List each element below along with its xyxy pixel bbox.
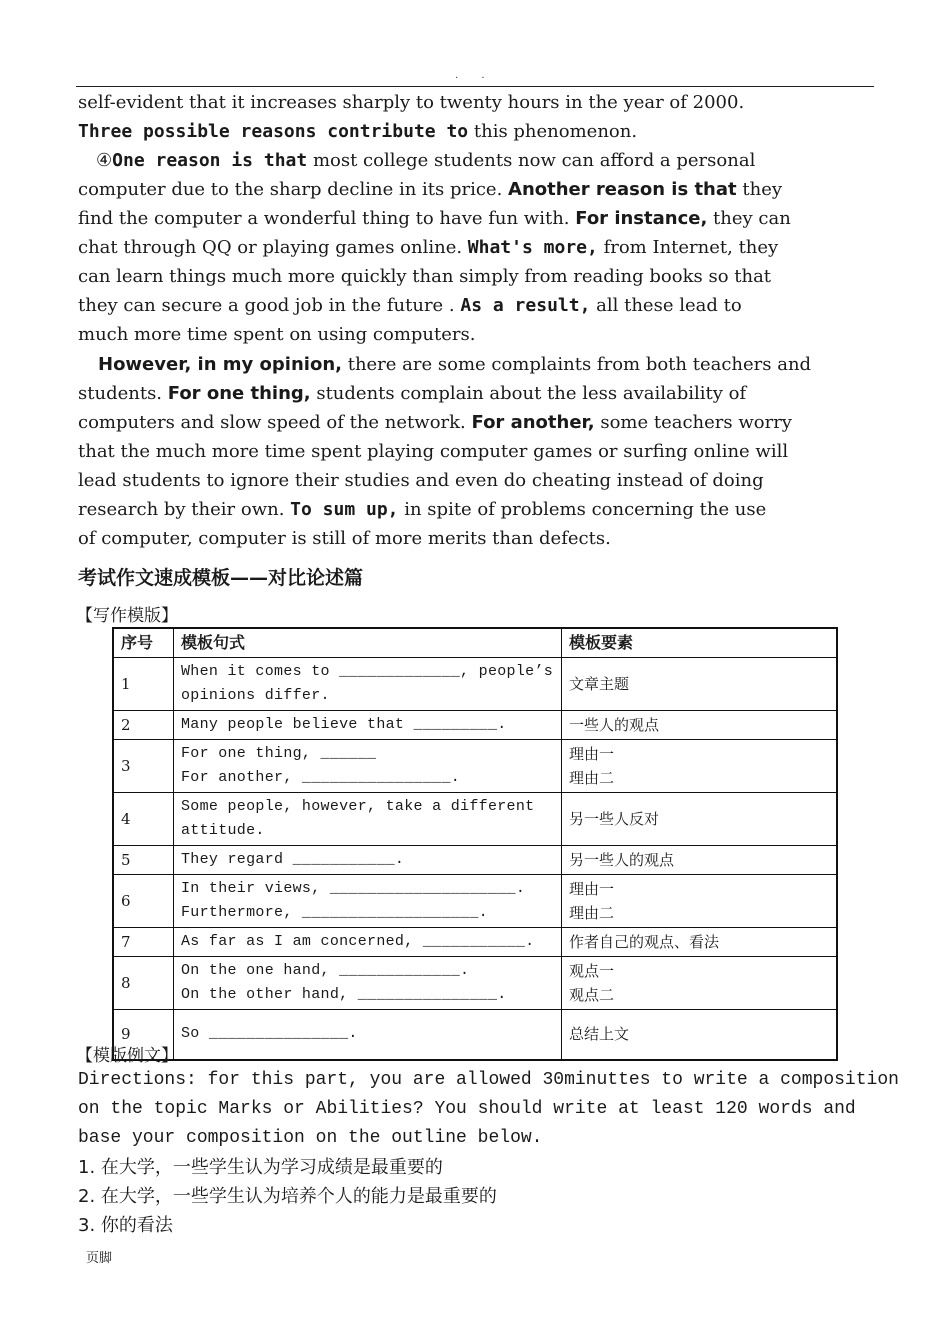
- sentence-pattern-cell: [174, 846, 562, 875]
- table-row: [113, 711, 837, 740]
- opinion-bold-6: To sum up,: [290, 499, 399, 520]
- row-number: 2: [113, 711, 174, 740]
- table-row: [113, 740, 837, 793]
- row-number: 1: [113, 658, 174, 711]
- opinion-line-3-rest: some teachers worry: [594, 412, 792, 433]
- reasons-line-2-rest: they: [736, 179, 783, 200]
- sentence-pattern-cell: [174, 658, 562, 711]
- sentence-pattern-line: Some people, however, take a different: [181, 798, 535, 815]
- directions-line-1: Directions: for this part, you are allowed 30minuttes to write a composition: [78, 1070, 899, 1090]
- template-element-cell: [562, 846, 838, 875]
- opinion-line-2-pre: students.: [78, 383, 168, 404]
- row-number: 6: [113, 875, 174, 928]
- template-element-line: 理由一: [569, 880, 615, 898]
- template-element-line: 观点一: [569, 962, 615, 980]
- table-header-row: [113, 628, 837, 658]
- sentence-pattern-cell: [174, 793, 562, 846]
- header-dots: . .: [455, 70, 495, 81]
- opinion-line-3-pre: computers and slow speed of the network.: [78, 412, 472, 433]
- opinion-line-7: of computer, computer is still of more merits than defects.: [78, 528, 611, 549]
- header-template-element: 模板要素: [562, 628, 838, 658]
- reasons-line-6-rest: all these lead to: [590, 295, 742, 316]
- reasons-bold-2: Another reason is that: [508, 179, 737, 200]
- header-sentence-pattern: 模板句式: [174, 628, 562, 658]
- opinion-line-6: [78, 495, 874, 524]
- writing-template-label: 【写作模版】: [76, 606, 178, 626]
- opinion-line-2: [78, 379, 874, 408]
- reasons-line-6-pre: they can secure a good job in the future .: [78, 295, 461, 316]
- reasons-line-5: can learn things much more quickly than simply from reading books so that: [78, 266, 772, 287]
- header-number: 序号: [113, 628, 174, 658]
- reasons-line-4-pre: chat through QQ or playing games online.: [78, 237, 468, 258]
- template-element-cell: [562, 658, 838, 711]
- directions-line-3: base your composition on the outline below.: [78, 1128, 543, 1148]
- table-row: [113, 846, 837, 875]
- reasons-line-3: [78, 204, 874, 233]
- reasons-line-1: [78, 146, 874, 175]
- template-element-line: 一些人的观点: [569, 716, 660, 734]
- directions-line-2: on the topic Marks or Abilities? You should write at least 120 words and: [78, 1099, 856, 1119]
- reasons-line-2-pre: computer due to the sharp decline in its price.: [78, 179, 509, 200]
- sentence-pattern-line: In their views, ____________________.: [181, 880, 526, 897]
- row-number: 7: [113, 928, 174, 957]
- paragraph-intro: [78, 88, 874, 146]
- paragraph-opinion: [78, 350, 874, 553]
- sentence-pattern-line: As far as I am concerned, ___________.: [181, 933, 535, 950]
- reasons-line-7: much more time spent on using computers.: [78, 324, 476, 345]
- opinion-line-6-pre: research by their own.: [78, 499, 291, 520]
- template-element-line: 另一些人的观点: [569, 851, 675, 869]
- template-table-body: [113, 658, 837, 1060]
- reasons-line-1-rest: most college students now can afford a personal: [307, 150, 756, 171]
- opinion-line-1: [78, 350, 874, 379]
- sentence-pattern-line: They regard ___________.: [181, 851, 405, 868]
- reasons-bold-6: As a result,: [460, 295, 591, 316]
- template-element-line: 文章主题: [569, 675, 630, 693]
- sentence-pattern-cell: [174, 957, 562, 1010]
- reasons-line-4: [78, 233, 874, 262]
- template-table: [112, 627, 838, 1061]
- intro-line-2-rest: this phenomenon.: [468, 121, 638, 142]
- reasons-line-2: [78, 175, 874, 204]
- circled-number-marker: ④: [96, 150, 113, 171]
- template-element-line: 观点二: [569, 986, 615, 1004]
- template-element-line: 理由二: [569, 904, 615, 922]
- opinion-line-6-rest: in spite of problems concerning the use: [398, 499, 767, 520]
- opinion-line-2-rest: students complain about the less availability of: [310, 383, 747, 404]
- row-number: 4: [113, 793, 174, 846]
- sentence-pattern-line: For one thing, ______: [181, 745, 377, 762]
- table-row: [113, 875, 837, 928]
- sentence-pattern-cell: [174, 1010, 562, 1060]
- intro-line-2: [78, 117, 874, 146]
- opinion-line-3: [78, 408, 874, 437]
- row-number: 9: [113, 1010, 174, 1060]
- row-number: 8: [113, 957, 174, 1010]
- intro-bold-phrase: Three possible reasons contribute to: [78, 121, 469, 142]
- outline-item-1: 1. 在大学，一些学生认为学习成绩是最重要的: [78, 1157, 443, 1178]
- template-element-cell: [562, 1010, 838, 1060]
- sentence-pattern-line: When it comes to _____________, people’s: [181, 663, 554, 680]
- reasons-bold-1: One reason is that: [112, 150, 308, 171]
- reasons-bold-4: What's more,: [467, 237, 598, 258]
- table-row: [113, 658, 837, 711]
- example-label: 【模版例文】: [76, 1046, 178, 1066]
- template-element-cell: [562, 875, 838, 928]
- sentence-pattern-cell: [174, 875, 562, 928]
- sentence-pattern-cell: [174, 740, 562, 793]
- opinion-bold-1: However, in my opinion,: [98, 354, 342, 375]
- opinion-bold-3: For another,: [471, 412, 595, 433]
- opinion-line-5: lead students to ignore their studies and even do cheating instead of doing: [78, 470, 764, 491]
- sentence-pattern-cell: [174, 928, 562, 957]
- paragraph-reasons: [78, 146, 874, 349]
- reasons-line-3-rest: they can: [707, 208, 791, 229]
- sentence-pattern-cell: [174, 711, 562, 740]
- template-element-cell: [562, 793, 838, 846]
- table-row: [113, 793, 837, 846]
- outline-item-3: 3. 你的看法: [78, 1215, 173, 1236]
- table-row: [113, 928, 837, 957]
- outline-item-2: 2. 在大学，一些学生认为培养个人的能力是最重要的: [78, 1186, 497, 1207]
- template-element-cell: [562, 957, 838, 1010]
- sentence-pattern-line: attitude.: [181, 822, 265, 839]
- opinion-line-4: that the much more time spent playing computer games or surfing online will: [78, 441, 789, 462]
- row-number: 5: [113, 846, 174, 875]
- table-row: [113, 1010, 837, 1060]
- template-element-line: 理由二: [569, 769, 615, 787]
- sentence-pattern-line: opinions differ.: [181, 687, 330, 704]
- template-element-line: 理由一: [569, 745, 615, 763]
- sentence-pattern-line: On the other hand, _______________.: [181, 986, 507, 1003]
- template-element-cell: [562, 928, 838, 957]
- reasons-line-4-rest: from Internet, they: [597, 237, 779, 258]
- template-element-line: 总结上文: [569, 1025, 630, 1044]
- sentence-pattern-line: For another, ________________.: [181, 769, 461, 786]
- intro-line-1: self-evident that it increases sharply to twenty hours in the year of 2000.: [78, 92, 745, 113]
- sentence-pattern-line: So _______________.: [181, 1025, 358, 1043]
- section-heading: 考试作文速成模板——对比论述篇: [78, 567, 364, 589]
- reasons-line-3-pre: find the computer a wonderful thing to have fun with.: [78, 208, 576, 229]
- page-footer: 页脚: [86, 1251, 113, 1266]
- opinion-line-1-rest: there are some complaints from both teachers and: [341, 354, 812, 375]
- sentence-pattern-line: On the one hand, _____________.: [181, 962, 470, 979]
- row-number: 3: [113, 740, 174, 793]
- table-row: [113, 957, 837, 1010]
- header-rule: [76, 86, 874, 87]
- sentence-pattern-line: Many people believe that _________.: [181, 716, 507, 733]
- template-element-line: 作者自己的观点、看法: [569, 933, 720, 951]
- reasons-bold-3: For instance,: [575, 208, 708, 229]
- example-directions: [78, 1066, 899, 1240]
- template-element-cell: [562, 711, 838, 740]
- opinion-bold-2: For one thing,: [167, 383, 311, 404]
- template-element-line: 另一些人反对: [569, 810, 660, 828]
- template-element-cell: [562, 740, 838, 793]
- sentence-pattern-line: Furthermore, ___________________.: [181, 904, 488, 921]
- reasons-line-6: [78, 291, 874, 320]
